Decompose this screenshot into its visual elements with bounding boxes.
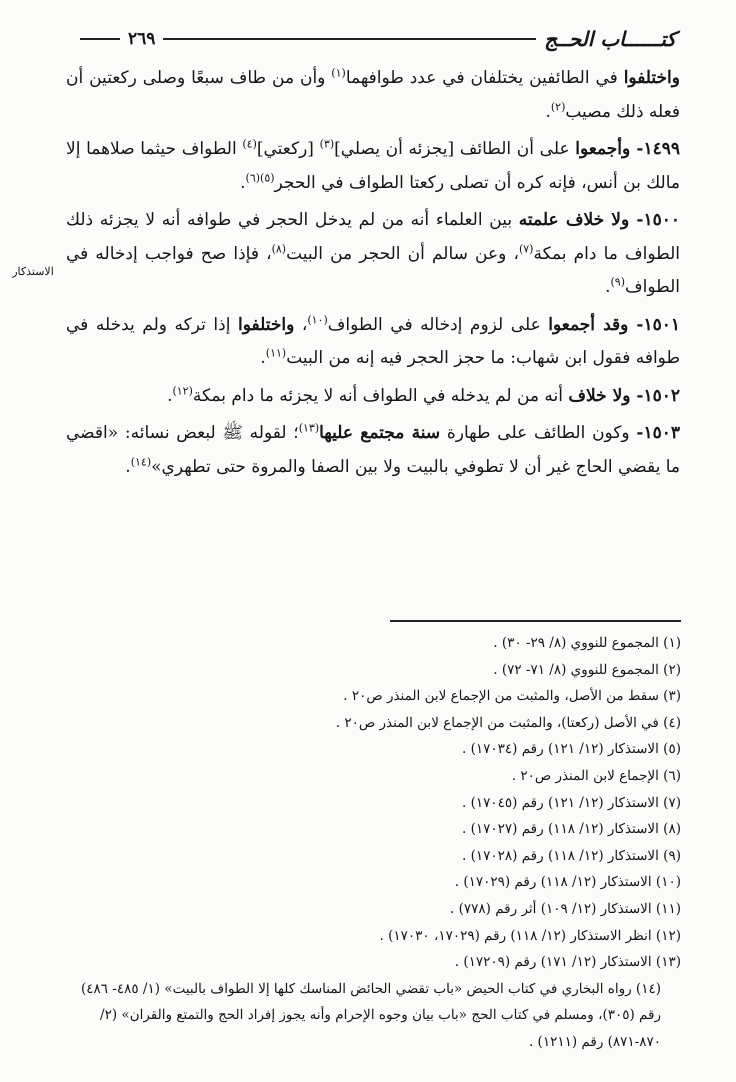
footnote-ref: (٣) [319, 137, 335, 151]
paragraph-text: ، [294, 314, 308, 335]
footnote-separator [390, 620, 681, 622]
footnote-ref: (١٣) [298, 421, 320, 435]
footnote: (٨) الاستذكار (١٢/ ١١٨) رقم (١٧٠٢٧) . [462, 821, 681, 838]
footnote: (٧) الاستذكار (١٢/ ١٢١) رقم (١٧٠٤٥) . [462, 794, 681, 811]
footnote-ref: (٢) [550, 99, 566, 113]
paragraph-text: . [240, 172, 246, 193]
paragraph-1500 [66, 204, 680, 305]
paragraph-text: في الطائفين يختلفان في عدد طوافهما [345, 68, 624, 88]
footnote-ref: (٧) [518, 241, 534, 255]
page-header [72, 24, 676, 54]
paragraph-text: وأن من طاف سبعًا وصلى ركعتين أن فعله ذلك مصيب [66, 68, 680, 122]
header-rule-right [80, 38, 120, 40]
paragraph-text: بين العلماء أنه من لم يدخل الحجر في طوافه أنه لا يجزئه ذلك الطواف ما دام بمكة [66, 210, 680, 264]
paragraph-text: على أن الطائف [يجزئه أن يصلي] [334, 139, 576, 159]
footnote: (٩) الاستذكار (١٢/ ١١٨) رقم (١٧٠٢٨) . [462, 847, 681, 864]
footnote: (٣) سقط من الأصل، والمثبت من الإجماع لابن المنذر ص٢٠ . [343, 688, 681, 705]
header-rule-left [163, 38, 536, 40]
paragraph-bold-text: سنة مجتمع عليها [319, 423, 441, 443]
footnote-ref: (٤) [242, 137, 257, 151]
paragraph-bold-text: واختلفوا [237, 314, 295, 335]
paragraph-text: [ركعتي] [256, 139, 320, 159]
footnote-ref: (١٤) [130, 454, 152, 468]
footnote-ref: (١٢) [172, 383, 193, 397]
paragraph-1502 [66, 380, 680, 414]
footnote: (٤) في الأصل (ركعتا)، والمثبت من الإجماع لابن المنذر ص٢٠ . [335, 714, 681, 731]
paragraph-text: ، وعن سالم أن الحجر من البيت [286, 243, 519, 264]
footnote-ref: (١٠) [307, 312, 328, 326]
paragraph-text: ، فإذا صح فواجب إدخاله في الطواف [66, 243, 680, 297]
footnotes [60, 630, 681, 1056]
footnote-ref: (٨) [271, 241, 287, 255]
paragraph-lead: ١٥٠٢- ولا خلاف [568, 385, 680, 406]
footnote-ref: (١) [331, 66, 346, 80]
paragraph-text: وكون الطائف على طهارة [440, 423, 637, 443]
footnote: (١) المجموع للنووي (٨/ ٢٩- ٣٠) . [493, 635, 681, 651]
paragraph-text: أنه من لم يدخله في الطواف أنه لا يجزئه ما دام بمكة [192, 385, 569, 406]
paragraph-1 [66, 62, 680, 129]
main-text [66, 62, 680, 484]
footnote: (٥) الاستذكار (١٢/ ١٢١) رقم (١٧٠٣٤) . [462, 741, 681, 758]
footnote-ref: (٩) [610, 275, 626, 289]
page-number: ٢٦٩ [128, 29, 156, 49]
paragraph-lead: ١٥٠٣- [636, 423, 680, 443]
footnote-ref: (٥)(٦) [245, 170, 275, 184]
paragraph-1499 [66, 133, 680, 200]
paragraph-lead: ١٤٩٩- وأجمعوا [575, 139, 681, 159]
paragraph-text: ؛ لقوله ﷺ لبعض نسائه: «اقضي ما يقضي الحاج غير أن لا تطوفي بالبيت ولا بين الصفا والمروة حتى تطهري» [66, 423, 680, 477]
footnote: (١١) الاستذكار (١٢/ ١٠٩) أثر رقم (٧٧٨) . [450, 900, 681, 917]
footnote: (١٣) الاستذكار (١٢/ ١٧١) رقم (١٧٢٠٩) . [454, 954, 681, 971]
footnote: (١٠) الاستذكار (١٢/ ١١٨) رقم (١٧٠٢٩) . [454, 874, 681, 891]
footnote: (١٤) رواه البخاري في كتاب الحيض «باب تقضي الحائض المناسك كلها إلا الطواف بالبيت» (١/ ٤٨٥- ٤٨٦) رقم (٣٠٥)، ومسلم في كتاب الحج «باب بيان وجوه الإحرام وأنه يجوز إفراد الحج والتمتع والقران» (٢/ ٨٧٠-٨٧١) رقم (١٢١١) . [80, 980, 661, 1050]
book-title: كتــــــاب الحــج [544, 27, 676, 51]
paragraph-text: . [260, 348, 266, 368]
paragraph-1503 [66, 417, 680, 484]
paragraph-1501 [66, 309, 680, 376]
paragraph-text: على لزوم إدخاله في الطواف [327, 314, 549, 335]
footnote: (١٢) انظر الاستذكار (١٢/ ١١٨) رقم (١٧٠٢٩، ١٧٠٣٠) . [379, 927, 681, 944]
footnote-ref: (١١) [265, 346, 287, 360]
footnote: (٦) الإجماع لابن المنذر ص٢٠ . [511, 767, 681, 784]
paragraph-text: إذا تركه ولم يدخله في طوافه فقول ابن شهاب: ما حجز الحجر فيه إنه من البيت [66, 314, 680, 368]
paragraph-lead: واختلفوا [623, 68, 680, 88]
paragraph-text: . [605, 277, 611, 297]
paragraph-text: الطواف حيثما صلاهما إلا مالك بن أنس، فإنه كره أن تصلى ركعتا الطواف في الحجر [66, 139, 680, 193]
margin-note: الاستذكار [12, 265, 54, 278]
paragraph-text: . [125, 456, 131, 477]
footnote: (٢) المجموع للنووي (٨/ ٧١- ٧٢) . [493, 661, 681, 678]
paragraph-text: . [545, 101, 551, 122]
paragraph-lead: ١٥٠١- وقد أجمعوا [548, 314, 680, 335]
paragraph-lead: ١٥٠٠- ولا خلاف علمته [518, 210, 680, 230]
paragraph-text: . [167, 385, 173, 406]
